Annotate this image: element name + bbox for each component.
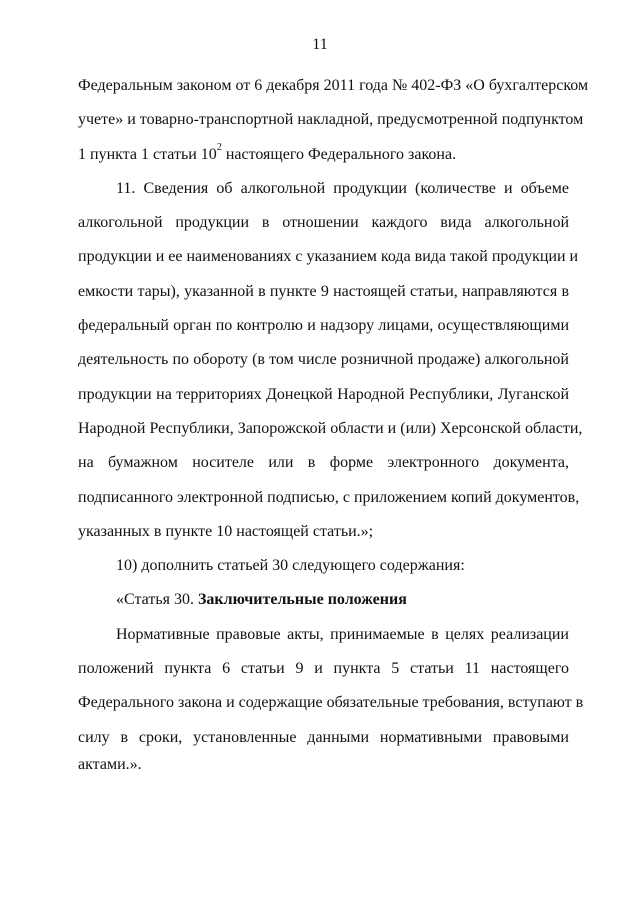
text-line: продукции на территориях Донецкой Народной Республики, Луганской: [78, 385, 569, 403]
text-line: [78, 583, 569, 617]
page-number: 11: [312, 36, 328, 53]
text-line: Федерального закона и содержащие обязательные требования, вступают в: [78, 694, 584, 712]
text-line: [78, 138, 569, 172]
article-number: «Статья 30.: [116, 591, 198, 609]
paragraph-item-11: [78, 172, 583, 549]
text-line: 10) дополнить статьей 30 следующего содержания:: [116, 557, 465, 575]
text-line: Федеральным законом от 6 декабря 2011 года № 402-ФЗ «О бухгалтерском: [78, 77, 589, 94]
paragraph-continuation: [78, 69, 589, 172]
text-line: указанных в пункте 10 настоящей статьи.»;: [78, 522, 374, 540]
document-body: [78, 69, 589, 775]
text-line: деятельность по обороту (в том числе розничной продаже) алкогольной: [78, 351, 569, 369]
text-line: учете» и товарно-транспортной накладной, предусмотренной подпунктом: [78, 111, 584, 129]
text-fragment: настоящего Федерального закона.: [221, 145, 457, 163]
text-line: продукции и ее наименованиях с указанием кода вида такой продукции и: [78, 248, 579, 266]
text-fragment: 1 пункта 1 статьи 10: [78, 145, 217, 163]
text-line: емкости тары), указанной в пункте 9 настоящей статьи, направляются в: [78, 282, 569, 300]
text-line: подписанного электронной подписью, с приложением копий документов,: [78, 488, 580, 506]
text-line: на бумажном носителе или в форме электронного документа,: [78, 454, 569, 472]
text-line: 11. Сведения об алкогольной продукции (количестве и объеме: [116, 179, 569, 197]
article-heading: [78, 583, 569, 617]
text-line: положений пункта 6 статьи 9 и пункта 5 статьи 11 настоящего: [78, 660, 569, 678]
article-body: [78, 618, 584, 775]
text-line: Нормативные правовые акты, принимаемые в целях реализации: [116, 625, 569, 643]
text-line: актами.».: [78, 755, 142, 773]
superscript: 2: [216, 142, 222, 154]
text-line: Народной Республики, Запорожской области и (или) Херсонской области,: [78, 419, 583, 437]
text-line: алкогольной продукции в отношении каждого вида алкогольной: [78, 214, 569, 232]
article-title: Заключительные положения: [197, 591, 407, 609]
paragraph-item-10: [78, 549, 569, 583]
text-line: федеральный орган по контролю и надзору лицами, осуществляющими: [78, 317, 569, 335]
text-line: силу в сроки, установленные данными нормативными правовыми: [78, 728, 569, 746]
